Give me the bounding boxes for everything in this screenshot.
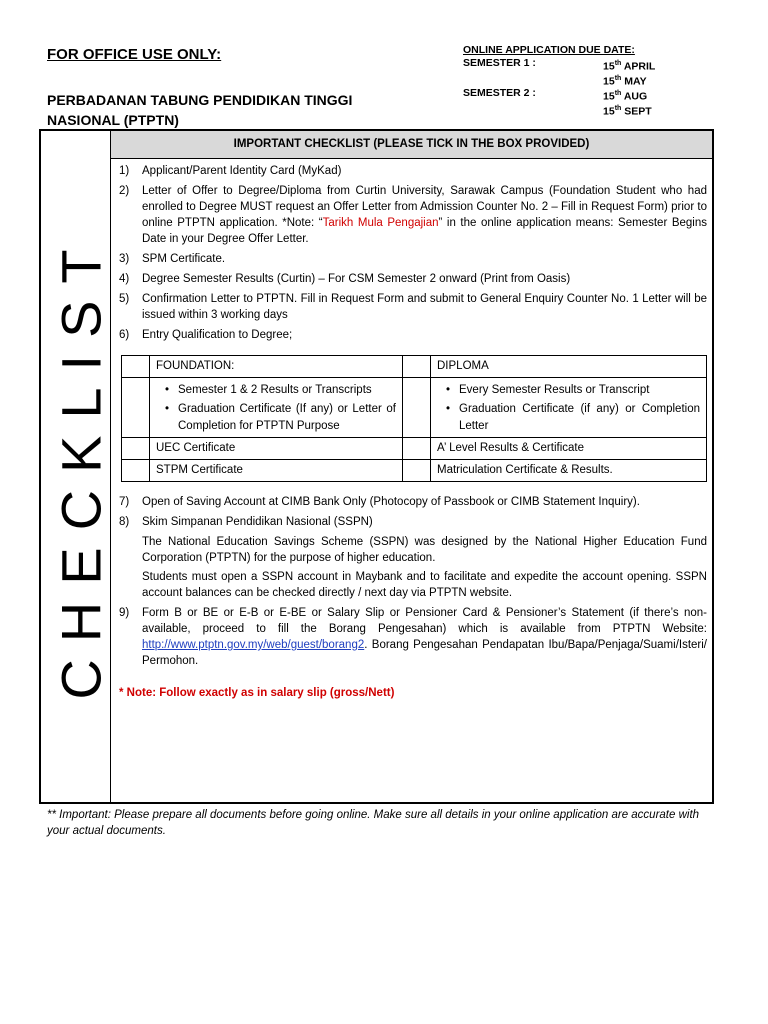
office-use-title: FOR OFFICE USE ONLY:	[47, 46, 222, 63]
checklist-item-2: 2) Letter of Offer to Degree/Diploma from Curtin University, Sarawak Campus (Foundation Student who had enrolled to Degree MUST request an Offer Letter from Admission Counter No. 2 – Fill in Request Form) prior to online PTPTN application. *Note: “Tarikh Mula Pengajian” in the online application means: Semester Begins Date in your Degree Offer Letter.	[119, 185, 707, 245]
tick-box[interactable]	[122, 356, 150, 378]
checklist-item-6: 6) Entry Qualification to Degree;	[119, 329, 293, 341]
checklist-box	[39, 129, 714, 804]
diploma-header: DIPLOMA	[431, 356, 707, 378]
semester1-label: SEMESTER 1 :	[463, 57, 536, 69]
semester1-row2	[463, 71, 655, 86]
semester1-date1: 15th APRIL	[603, 60, 656, 73]
table-row	[122, 460, 707, 482]
diploma-requirements: • Every Semester Results or Transcript • Graduation Certificate (if any) or Completion Letter	[431, 378, 707, 438]
tick-box[interactable]	[403, 378, 431, 438]
table-row	[122, 356, 707, 378]
semester2-row2	[463, 101, 655, 116]
table-row	[122, 438, 707, 460]
organization-title: PERBADANAN TABUNG PENDIDIKAN TINGGI NASIONAL (PTPTN)	[47, 92, 353, 128]
due-date-title: ONLINE APPLICATION DUE DATE:	[463, 44, 635, 56]
borang-link[interactable]: http://www.ptptn.gov.my/web/guest/borang2	[142, 639, 365, 651]
matriculation-certificate: Matriculation Certificate & Results.	[431, 460, 707, 482]
foundation-header: FOUNDATION:	[150, 356, 403, 378]
sspn-instructions: Students must open a SSPN account in Maybank and to facilitate and expedite the account opening. SSPN account balances can be checked directly / next day via PTPTN website.	[142, 571, 707, 599]
salary-slip-note: * Note: Follow exactly as in salary slip (gross/Nett)	[119, 687, 395, 699]
semester2-date1: 15th AUG	[603, 90, 648, 103]
due-date-panel	[463, 44, 655, 116]
tick-box[interactable]	[403, 460, 431, 482]
stpm-certificate: STPM Certificate	[150, 460, 403, 482]
sspn-description: The National Education Savings Scheme (SSPN) was designed by the National Higher Education Fund Corporation (PTPTN) for the purpose of higher education.	[142, 536, 707, 564]
foundation-requirements: • Semester 1 & 2 Results or Transcripts • Graduation Certificate (If any) or Letter of Completion for PTPTN Purpose	[150, 378, 403, 438]
table-row	[122, 378, 707, 438]
qualification-table	[121, 355, 707, 482]
checklist-content	[119, 163, 707, 701]
semester2-label: SEMESTER 2 :	[463, 87, 536, 99]
semester1-date2: 15th MAY	[603, 75, 647, 88]
checklist-header: IMPORTANT CHECKLIST (PLEASE TICK IN THE BOX PROVIDED)	[111, 131, 712, 159]
checklist-side-panel	[41, 131, 111, 802]
checklist-item-5: 5) Confirmation Letter to PTPTN. Fill in Request Form and submit to General Enquiry Counter No. 1 Letter will be issued within 3 working days	[119, 293, 707, 321]
checklist-item-4: 4) Degree Semester Results (Curtin) – For CSM Semester 2 onward (Print from Oasis)	[119, 273, 571, 285]
checklist-item-8: 8) Skim Simpanan Pendidikan Nasional (SSPN)	[119, 516, 373, 528]
uec-certificate: UEC Certificate	[150, 438, 403, 460]
tick-box[interactable]	[122, 460, 150, 482]
semester2-row1	[463, 86, 655, 101]
semester2-date2: 15th SEPT	[603, 105, 652, 118]
semester1-row1	[463, 56, 655, 71]
tick-box[interactable]	[122, 438, 150, 460]
tick-box[interactable]	[122, 378, 150, 438]
footer-note: ** Important: Please prepare all documents before going online. Make sure all details in your online application are accurate with your actual documents.	[47, 809, 700, 837]
checklist-item-7: 7) Open of Saving Account at CIMB Bank Only (Photocopy of Passbook or CIMB Statement Inquiry).	[119, 496, 640, 508]
checklist-item-1: 1) Applicant/Parent Identity Card (MyKad)	[119, 165, 342, 177]
tarikh-note: Tarikh Mula Pengajian	[322, 217, 439, 229]
checklist-item-3: 3) SPM Certificate.	[119, 253, 226, 265]
tick-box[interactable]	[403, 356, 431, 378]
checklist-vertical-title: CHECKLIST	[49, 232, 113, 700]
checklist-item-9: 9) Form B or BE or E-B or E-BE or Salary Slip or Pensioner Card & Pensioner’s Statement (if there’s non-available, proceed to fill the Borang Pengesahan) which is available from PTPTN Website: http://www.ptptn.gov.my/web/guest/borang2. Borang Pengesahan Pendapatan Ibu/Bapa/Penjaga/Suami/Isteri/ Permohon.	[119, 607, 707, 667]
tick-box[interactable]	[403, 438, 431, 460]
a-level-certificate: A’ Level Results & Certificate	[431, 438, 707, 460]
